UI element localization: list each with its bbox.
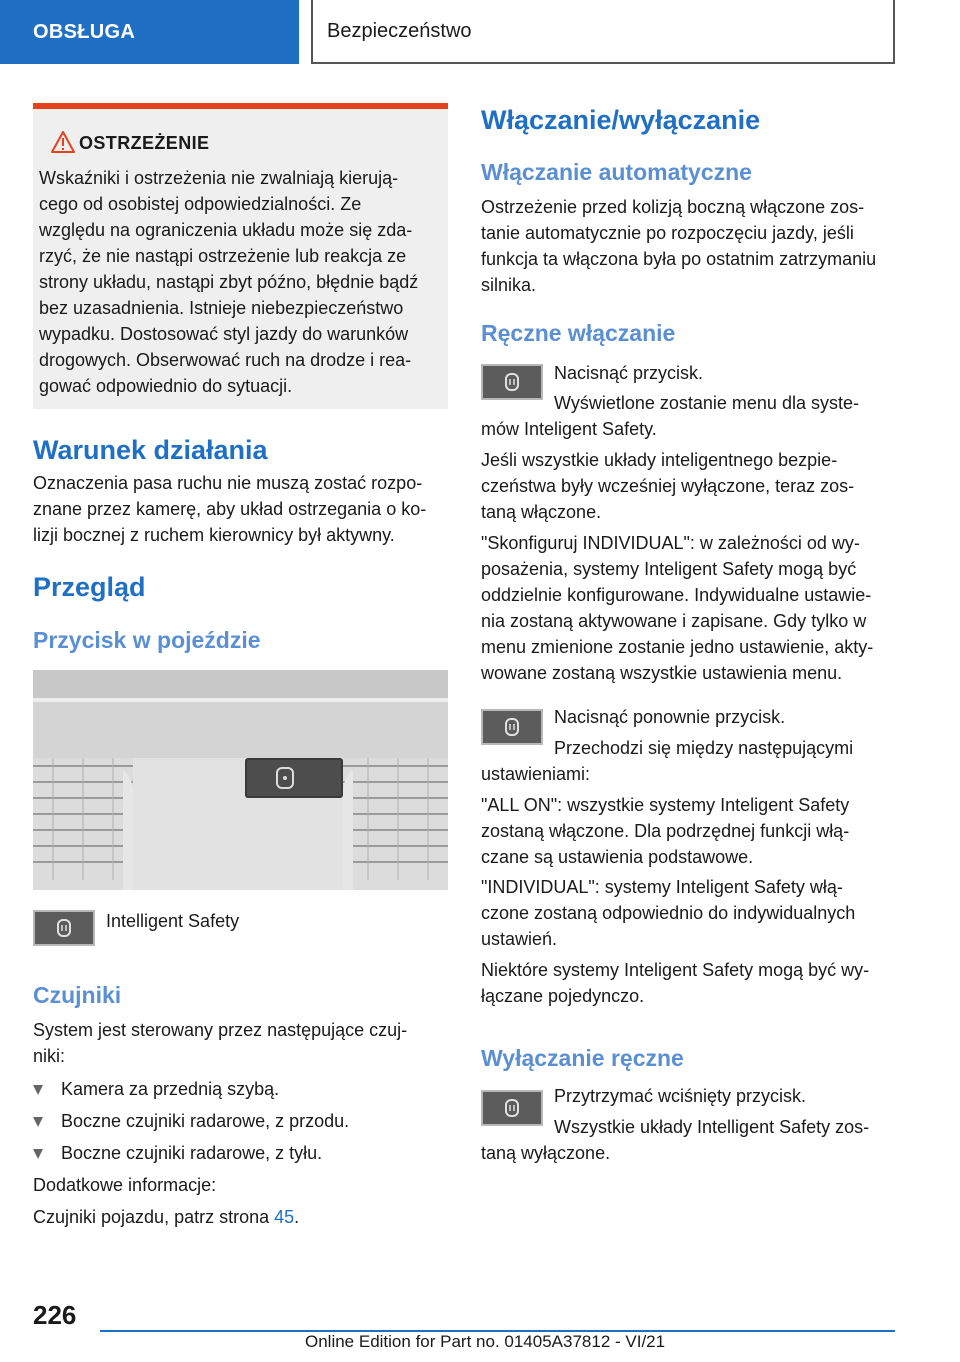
heading-sensors: Czujniki	[33, 982, 122, 1008]
page-number: 226	[33, 1300, 77, 1330]
triangle-bullet-icon	[33, 1117, 43, 1127]
intelligent-safety-button-icon	[481, 709, 543, 745]
triangle-bullet-icon	[33, 1085, 43, 1095]
footer-edition: Online Edition for Part no. 01405A37812 - VI/21	[305, 1332, 666, 1351]
heading-manual-on: Ręczne włączanie	[481, 320, 676, 346]
hold-button-text: Przytrzymać wciśnięty przycisk.	[554, 1086, 807, 1106]
sensors-text: System jest sterowany przez następujące czuj- niki:	[33, 1020, 408, 1066]
menu-text-1: Wyświetlone zostanie menu dla syste-	[554, 393, 859, 413]
switch-text-1: Przechodzi się między następującymi	[554, 738, 854, 758]
page-reference-link[interactable]: 45	[274, 1207, 295, 1227]
triangle-bullet-icon	[33, 1149, 43, 1159]
press-again-text: Nacisnąć ponownie przycisk.	[554, 707, 786, 727]
list-item: Kamera za przednią szybą.	[33, 1073, 349, 1105]
button-caption: Intelligent Safety	[106, 911, 240, 931]
intelligent-safety-button-icon	[481, 364, 543, 400]
heading-automatic-on: Włączanie automatyczne	[481, 159, 752, 185]
heading-operating-condition: Warunek działania	[33, 435, 268, 465]
condition-text: Oznaczenia pasa ruchu nie muszą zostać rozpo- znane przez kamerę, aby układ ostrzegania o ko- lizji bocznej z ruchem kierownicy był aktywny.	[33, 473, 427, 545]
warning-text: Wskaźniki i ostrzeżenia nie zwalniają kierują- cego od osobistej odpowiedzialności. Ze względu na ograniczenia układu może się zda- rzyć, że nie nastąpi ostrzeżenie lub reakcja ze strony układu, nastąpi zbyt późno, błędnie bądź bez uzasadnienia. Istnieje niebezpieczeństwo wypadku. Dostosować styl jazdy do warunków drogowych. Obserwować ruch na drodze i rea- gować odpowiednio do sytuacji.	[39, 168, 419, 396]
warning-title: OSTRZEŻENIE	[79, 133, 210, 153]
heading-button-in-vehicle: Przycisk w pojeździe	[33, 627, 261, 653]
all-on-text: "ALL ON": wszystkie systemy Inteligent Safety zostaną włączone. Dla podrzędnej funkcji włą- czane są ustawienia podstawowe.	[481, 795, 850, 867]
chapter-title: Bezpieczeństwo	[311, 0, 895, 64]
heading-overview: Przegląd	[33, 572, 146, 602]
configure-text: "Skonfiguruj INDIVIDUAL": w zależności od wy- posażenia, systemy Inteligent Safety mogą być oddzielnie konfigurowane. Indywidualne ustawie- nia zostaną aktywowane i zapisane. Gdy tylko w menu zmienione zostanie jedno ustawienie, akty- wowane zostaną wszystkie ustawienia menu.	[481, 533, 874, 683]
switch-text-2: ustawieniami:	[481, 764, 591, 784]
intelligent-safety-button-icon	[481, 1090, 543, 1126]
individual-text: "INDIVIDUAL": systemy Inteligent Safety włą- czone zostaną odpowiednio do indywidualnych ustawień.	[481, 877, 856, 949]
warning-triangle-icon	[51, 131, 75, 153]
vehicle-button-photo	[33, 670, 448, 890]
all-off-text-2: taną wyłączone.	[481, 1143, 611, 1163]
list-item: Boczne czujniki radarowe, z przodu.	[33, 1105, 349, 1137]
menu-text-2: mów Inteligent Safety.	[481, 419, 657, 439]
some-systems-text: Niektóre systemy Inteligent Safety mogą być wy- łączane pojedynczo.	[481, 960, 870, 1006]
automatic-text: Ostrzeżenie przed kolizją boczną włączone zos- tanie automatycznie po rozpoczęciu jazdy, jeśli funkcja ta włączona była po ostatnim zatrzymaniu silnika.	[481, 197, 877, 295]
if-all-off-text: Jeśli wszystkie układy inteligentnego bezpie- czeństwa były wcześniej wyłączone, teraz zos- taną włączone.	[481, 450, 855, 522]
heading-on-off: Włączanie/wyłączanie	[481, 105, 761, 135]
section-tab: OBSŁUGA	[0, 0, 299, 64]
list-item: Boczne czujniki radarowe, z tyłu.	[33, 1137, 349, 1169]
all-off-text-1: Wszystkie układy Intelligent Safety zos-	[554, 1117, 870, 1137]
warning-box	[33, 103, 448, 409]
sensors-list	[33, 1073, 349, 1169]
press-button-text: Nacisnąć przycisk.	[554, 363, 704, 383]
intelligent-safety-button-icon	[33, 910, 95, 946]
additional-info: Dodatkowe informacje: Czujniki pojazdu, patrz strona 45.	[33, 1175, 300, 1227]
heading-manual-off: Wyłączanie ręczne	[481, 1045, 684, 1071]
